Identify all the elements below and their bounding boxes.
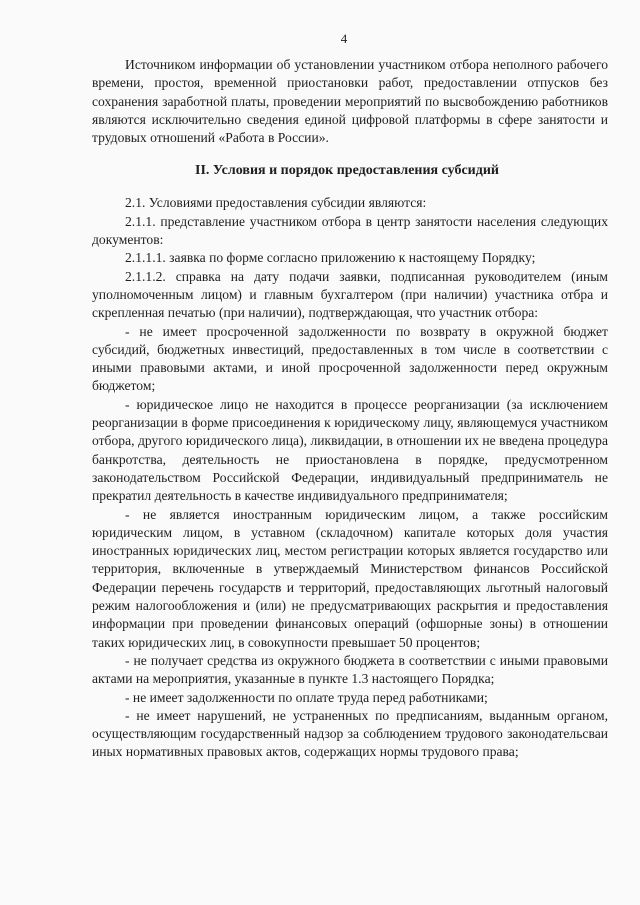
paragraph-2-1: 2.1. Условиями предоставления субсидии являются: [125, 195, 427, 211]
intro-paragraph: Источником информации об установлении участником отбора неполного рабочего времени, простоя, временной приостановки работ, предоставлении отпусков без сохранения заработной платы, проведении мероприятий по высвобождению работников являются исключительно сведения единой цифровой платформы в сфере занятости и трудовых отношений «Работа в России». [92, 57, 608, 146]
paragraph-2-1-1-2: 2.1.1.2. справка на дату подачи заявки, подписанная руководителем (иным уполномоченным лицом) и главным бухгалтером (при наличии) участника отбра и скрепленная печатью (при наличии), подтверждающая, что участник отбора: [92, 268, 608, 321]
condition-no-other-funds: - не получает средства из окружного бюджета в соответствии с иными правовыми актами на мероприятия, указанные в пункте 1.3 настоящего Порядка; [92, 652, 608, 687]
paragraph-2-1-1-1: 2.1.1.1. заявка по форме согласно приложению к настоящему Порядку; [125, 250, 536, 266]
condition-no-labor-violations: - не имеет нарушений, не устраненных по предписаниям, выданным органом, осуществляющим государственный надзор за соблюдением трудового законодательсваи иных нормативных правовых актов, содержащих нормы трудового права; [92, 707, 608, 760]
condition-no-overdue-debt: - не имеет просроченной задолженности по возврату в окружной бюджет субсидий, бюджетных инвестиций, предоставленных в том числе в соответствии с иными правовыми актами, и иной просроченной задолженности перед окружным бюджетом; [92, 323, 608, 394]
paragraph-2-1-1: 2.1.1. представление участником отбора в центр занятости населения следующих документов: [92, 213, 608, 248]
condition-no-wage-arrears: - не имеет задолженности по оплате труда перед работниками; [125, 689, 488, 705]
condition-not-foreign-entity: - не является иностранным юридическим лицом, а также российским юридическим лицом, в уставном (складочном) капитале которых доля участия иностранных юридических лиц, местом регистрации которых является государство или территория, включенные в утверждаемый Министерством финансов Российской Федерации перечень государств и территорий, предоставляющих льготный налоговый режим налогообложения и (или) не предусматривающих раскрытия и предоставления информации при проведении финансовых операций (офшорные зоны) в отношении таких юридических лиц, в совокупности превышает 50 процентов; [92, 506, 608, 650]
section-heading: II. Условия и порядок предоставления субсидий [195, 163, 499, 179]
page-number: 4 [340, 31, 348, 46]
condition-no-reorganization: - юридическое лицо не находится в процессе реорганизации (за исключением реорганизации в форме присоединения к юридическому лицу, являющемуся участником отбора, другого юридического лица), ликвидации, в отношении их не введена процедура банкротства, деятельность не приостановлена в порядке, предусмотренном законодательством Российской Федерации, индивидуальный предприниматель не прекратил деятельность в качестве индивидуального предпринимателя; [92, 396, 608, 504]
